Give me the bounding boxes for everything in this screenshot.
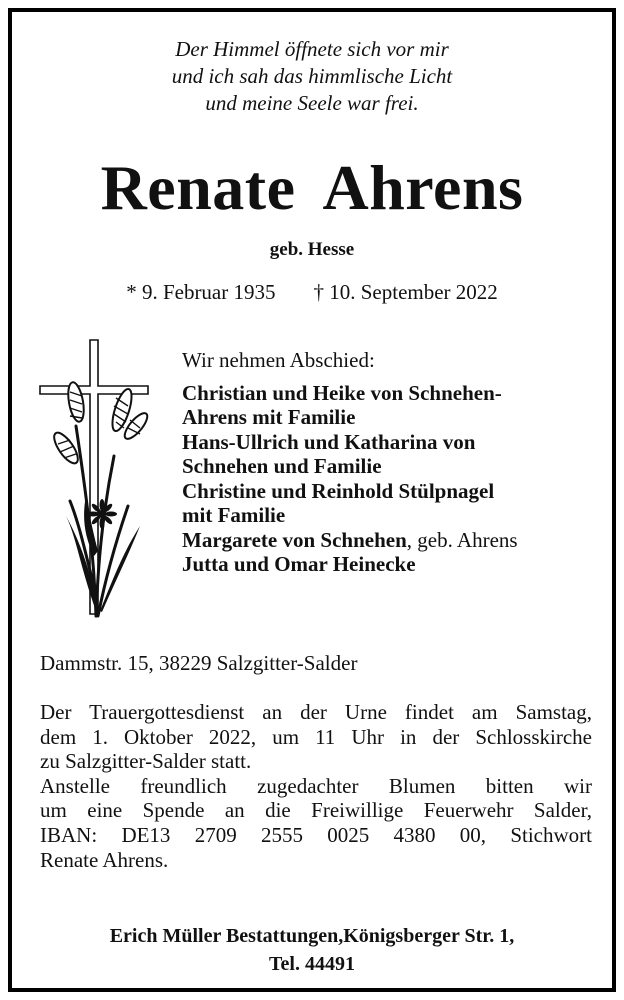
mourners-intro: Wir nehmen Abschied:	[182, 348, 375, 372]
birth-date: * 9. Februar 1935	[126, 280, 276, 304]
mourner-line: Hans-Ullrich und Katharina von	[182, 429, 476, 454]
mourners-list	[182, 348, 592, 577]
poem-line-3: und meine Seele war frei.	[205, 91, 419, 115]
poem	[12, 36, 612, 117]
address: Dammstr. 15, 38229 Salzgitter-Salder	[40, 651, 358, 675]
cross-with-wheat-and-flower-icon	[36, 336, 156, 618]
donation-line: IBAN: DE13 2709 2555 0025 4380 00, Stichwort	[40, 822, 592, 847]
obituary-notice	[8, 8, 616, 992]
mourner-line: Schnehen und Familie	[182, 454, 382, 478]
poem-line-1: Der Himmel öffnete sich vor mir	[175, 37, 449, 61]
service-line: dem 1. Oktober 2022, um 11 Uhr in der Schlosskirche	[40, 724, 592, 749]
mourner-margarete-name: Margarete von Schnehen	[182, 527, 407, 552]
death-date: † 10. September 2022	[313, 280, 498, 304]
mourner-line: Christine und Reinhold Stülpnagel	[182, 478, 495, 503]
donation-line: um eine Spende an die Freiwillige Feuerwehr Salder,	[40, 798, 592, 823]
service-line: Der Trauergottesdienst an der Urne findet am Samstag,	[40, 700, 592, 724]
service-line: zu Salzgitter-Salder statt.	[40, 749, 252, 774]
funeral-home	[12, 922, 612, 978]
mourner-line: mit Familie	[182, 503, 286, 527]
service-information	[40, 700, 592, 872]
mourner-line: Jutta und Omar Heinecke	[182, 552, 416, 576]
funeral-home-phone: Tel. 44491	[269, 953, 355, 975]
poem-line-2: und ich sah das himmlische Licht	[171, 64, 453, 88]
mourner-line: Ahrens mit Familie	[182, 405, 356, 429]
deceased-name: Renate Ahrens	[100, 152, 524, 223]
birth-name: geb. Hesse	[269, 239, 355, 260]
mourner-line-margarete	[182, 528, 592, 553]
donation-line: Anstelle freundlich zugedachter Blumen bitten wir	[40, 773, 592, 798]
life-dates	[12, 278, 612, 306]
mourner-line: Christian und Heike von Schnehen-	[182, 380, 502, 405]
funeral-home-address: Erich Müller Bestattungen,Königsberger Str. 1,	[109, 925, 515, 947]
mourner-margarete-suffix: , geb. Ahrens	[406, 527, 518, 552]
donation-line: Renate Ahrens.	[40, 847, 169, 872]
